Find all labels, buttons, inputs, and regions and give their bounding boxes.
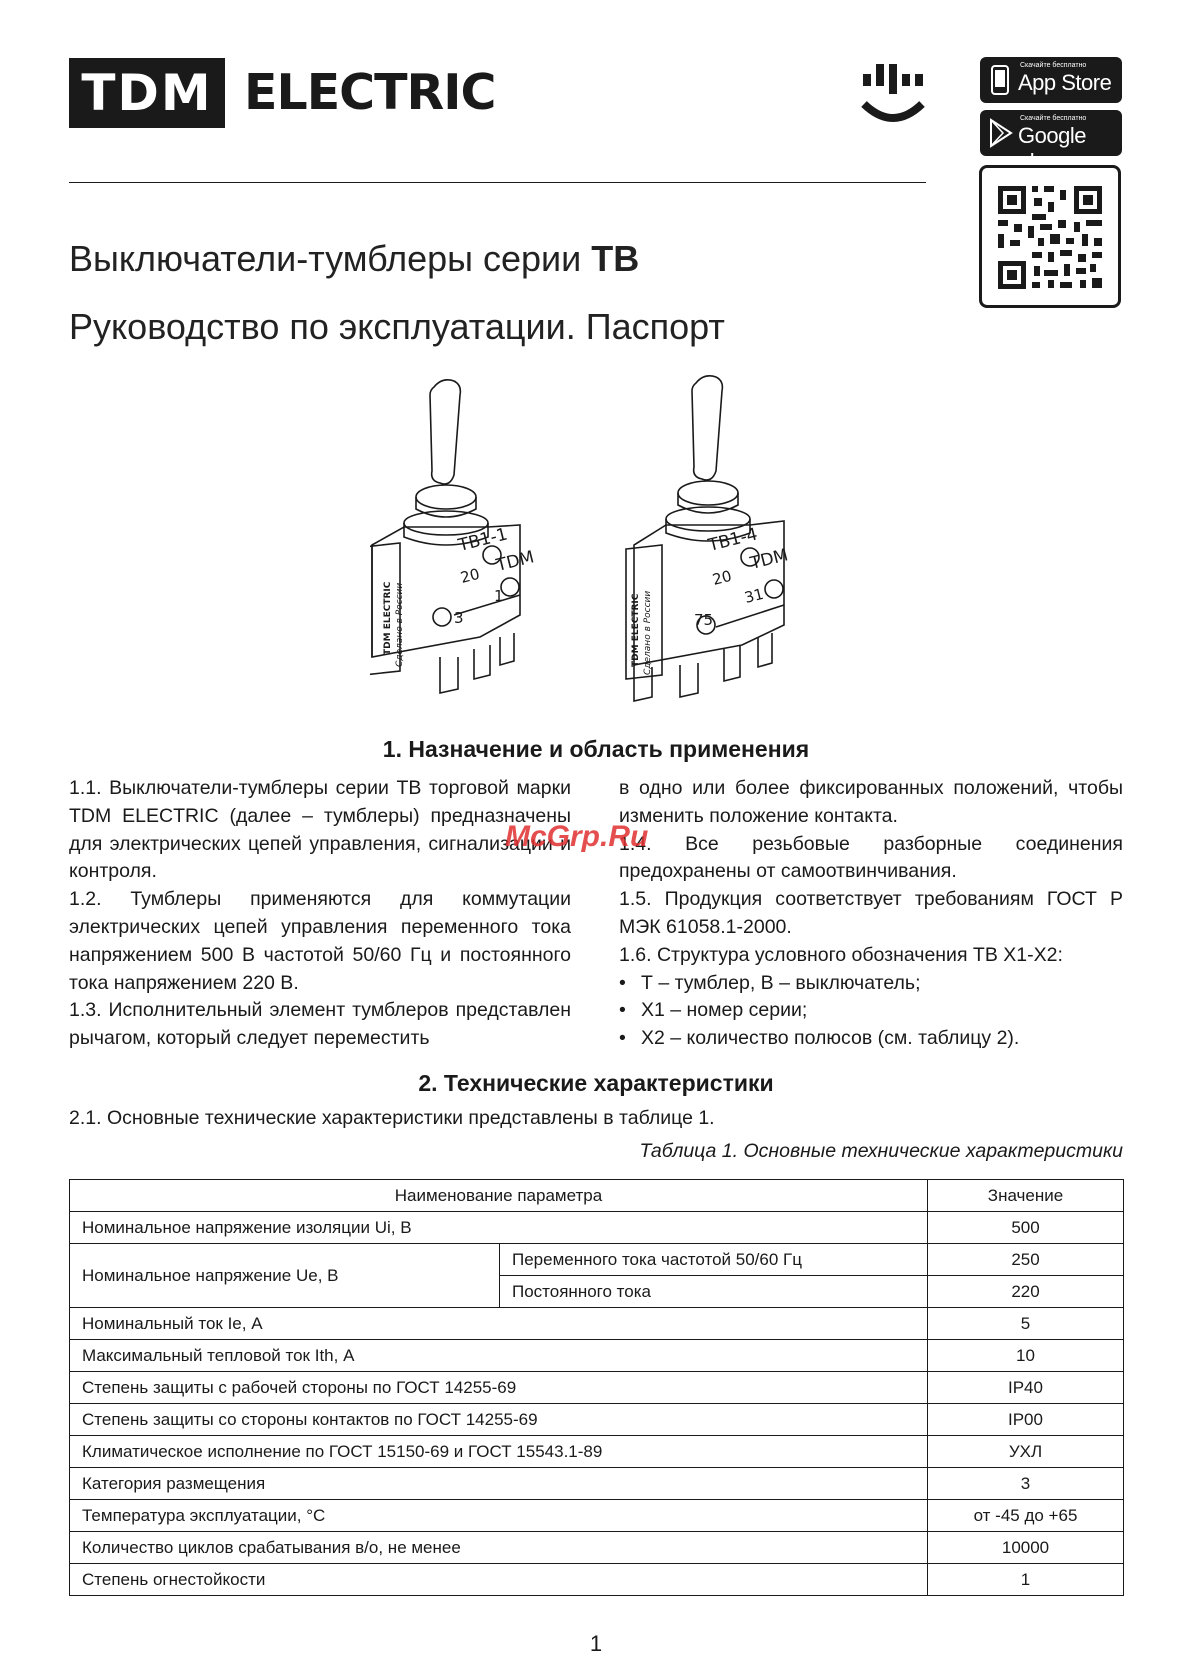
document-subtitle: Руководство по эксплуатации. Паспорт xyxy=(69,306,725,347)
bullet-item: • Х2 – количество полюсов (см. таблицу 2). xyxy=(619,1027,1020,1050)
right-made-label: Сделано в России xyxy=(643,590,653,675)
table-row xyxy=(70,1244,1124,1276)
left-n20-label: 20 xyxy=(458,564,482,587)
left-n1-label: 1 xyxy=(494,587,504,605)
phone-icon xyxy=(988,65,1012,95)
subparam-cell: Постоянного тока xyxy=(500,1276,928,1308)
value-cell: 250 xyxy=(928,1244,1124,1276)
right-model-label: ТВ1-4 xyxy=(706,524,760,556)
param-cell: Климатическое исполнение по ГОСТ 15150-69 и ГОСТ 15543.1-89 xyxy=(70,1436,928,1468)
watermark-text: McGrp.Ru xyxy=(505,820,649,853)
google-play-label: Google play xyxy=(1018,123,1086,174)
value-cell: 10000 xyxy=(928,1532,1124,1564)
app-store-small: Скачайте бесплатно xyxy=(1020,62,1087,69)
brand-smile-icon xyxy=(858,60,928,130)
logo-electric-text: ELECTRIC xyxy=(244,64,496,121)
app-store-button[interactable] xyxy=(980,57,1122,103)
logo-tdm-box: TDM xyxy=(69,58,225,128)
table-row xyxy=(70,1532,1124,1564)
specifications-table xyxy=(69,1179,1124,1596)
left-model-label: ТВ1-1 xyxy=(456,524,510,556)
section-1-left-column xyxy=(69,775,571,1053)
header-value-cell: Значение xyxy=(928,1180,1124,1212)
right-n20-label: 20 xyxy=(710,566,734,589)
table-row xyxy=(70,1468,1124,1500)
right-n75-label: 75 xyxy=(694,611,714,629)
value-cell: 3 xyxy=(928,1468,1124,1500)
paragraph-1-4: 1.4. Все резьбовые разборные соединения предохранены от самоотвинчивания. xyxy=(619,832,1123,883)
app-store-label: App Store xyxy=(1018,70,1112,95)
bullet-item: • Х1 – номер серии; xyxy=(619,999,808,1022)
table-row xyxy=(70,1404,1124,1436)
left-n3-label: 3 xyxy=(454,609,464,627)
toggle-switch-illustration xyxy=(370,375,850,720)
paragraph-1-3-cont: в одно или более фиксированных положений, чтобы изменить положение контакта. xyxy=(619,777,1123,827)
paragraph-1-1: 1.1. Выключатели-тумблеры серии ТВ торговой марки TDM ELECTRIC (далее – тумблеры) предназначены для электрических цепей управления, сигнализации и контроля. xyxy=(69,777,571,883)
param-cell: Номинальное напряжение Ue, В xyxy=(70,1244,500,1308)
right-side-brand: TDM ELECTRIC xyxy=(631,593,641,667)
google-play-small: Скачайте бесплатно xyxy=(1020,115,1087,122)
left-brand-label: TDM xyxy=(494,547,537,576)
left-made-label: Сделано в России xyxy=(395,582,405,667)
param-cell: Температура эксплуатации, °С xyxy=(70,1500,928,1532)
param-cell: Степень огнестойкости xyxy=(70,1564,928,1596)
right-n31-label: 31 xyxy=(742,584,766,607)
value-cell: IP00 xyxy=(928,1404,1124,1436)
value-cell: IP40 xyxy=(928,1372,1124,1404)
table-row xyxy=(70,1340,1124,1372)
paragraph-2-1: 2.1. Основные технические характеристики представлены в таблице 1. xyxy=(69,1107,715,1129)
param-cell: Количество циклов срабатывания в/о, не менее xyxy=(70,1532,928,1564)
section-1-heading: 1. Назначение и область применения xyxy=(382,736,810,762)
section-2-heading: 2. Технические характеристики xyxy=(418,1070,774,1096)
qr-code[interactable] xyxy=(979,165,1121,308)
table-row xyxy=(70,1500,1124,1532)
qr-code-icon xyxy=(982,168,1118,305)
value-cell: 500 xyxy=(928,1212,1124,1244)
bullet-item: • Т – тумблер, В – выключатель; xyxy=(619,971,921,994)
paragraph-1-5: 1.5. Продукция соответствует требованиям ГОСТ Р МЭК 61058.1-2000. xyxy=(619,888,1123,938)
left-side-brand: TDM ELECTRIC xyxy=(383,581,393,655)
value-cell: 10 xyxy=(928,1340,1124,1372)
paragraph-1-2: 1.2. Тумблеры применяются для коммутации электрических цепей управления переменного тока напряжением 500 В частотой 50/60 Гц и постоянного тока напряжением 220 В. xyxy=(69,888,571,994)
subparam-cell: Переменного тока частотой 50/60 Гц xyxy=(500,1244,928,1276)
table-row xyxy=(70,1212,1124,1244)
page-number: 1 xyxy=(589,1631,603,1656)
section-1-right-column xyxy=(619,775,1123,1053)
google-play-button[interactable] xyxy=(980,110,1122,174)
header-param-cell: Наименование параметра xyxy=(70,1180,928,1212)
table-header-row xyxy=(70,1180,1124,1212)
paragraph-1-3: 1.3. Исполнительный элемент тумблеров представлен рычагом, который следует переместить xyxy=(69,999,571,1050)
value-cell: от -45 до +65 xyxy=(928,1500,1124,1532)
value-cell: 220 xyxy=(928,1276,1124,1308)
value-cell: 1 xyxy=(928,1564,1124,1596)
header-divider xyxy=(69,182,926,183)
paragraph-1-6: 1.6. Структура условного обозначения ТВ Х1-Х2: xyxy=(619,943,1063,966)
value-cell: 5 xyxy=(928,1308,1124,1340)
param-cell: Максимальный тепловой ток Ith, А xyxy=(70,1340,928,1372)
table-row xyxy=(70,1308,1124,1340)
table-caption: Таблица 1. Основные технические характеристики xyxy=(639,1140,1123,1162)
param-cell: Степень защиты со стороны контактов по ГОСТ 14255-69 xyxy=(70,1404,928,1436)
table-row xyxy=(70,1372,1124,1404)
play-icon xyxy=(988,118,1014,148)
value-cell: УХЛ xyxy=(928,1436,1124,1468)
document-title: Выключатели-тумблеры серии ТВ xyxy=(69,238,640,279)
table-row xyxy=(70,1564,1124,1596)
param-cell: Степень защиты с рабочей стороны по ГОСТ 14255-69 xyxy=(70,1372,928,1404)
param-cell: Номинальный ток Ie, А xyxy=(70,1308,928,1340)
param-cell: Номинальное напряжение изоляции Ui, В xyxy=(70,1212,928,1244)
param-cell: Категория размещения xyxy=(70,1468,928,1500)
right-brand-label: TDM xyxy=(748,545,791,574)
table-row xyxy=(70,1436,1124,1468)
